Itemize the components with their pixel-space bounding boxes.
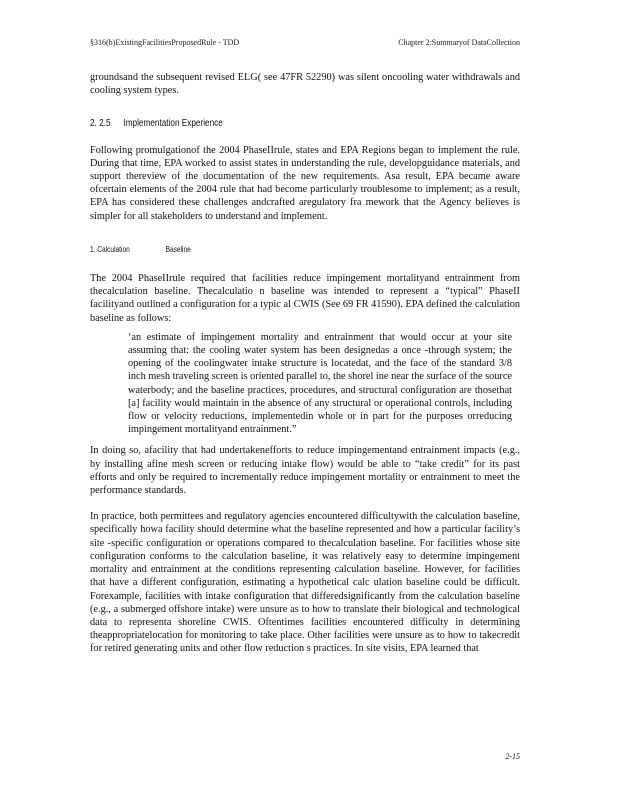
document-body (90, 71, 520, 656)
section-title: Implementation Experience (123, 118, 223, 130)
header-chapter-title: Chapter 2:Summaryof DataCollection (398, 38, 520, 47)
header-document-title: §316(b)ExistingFacilitiesProposedRule - TDD (90, 38, 240, 47)
subsection-title: Baseline (165, 244, 191, 254)
implementation-paragraph: Following promulgationof the 2004 PhaseIIrule, states and EPA Regions began to implement the rule. During that time, EPA worked to assist states in understanding the rule, developguidance materials, and support thereview of the documentation of the new requirements. Asa result, EPA became aware ofcertain elements of the 2004 rule that had become particularly troublesome to implement; as a result, EPA has considered these challenges andcrafted aregulatory fra mework that the Agency believes is simpler for all stakeholders to understand and implement. (90, 144, 520, 222)
continued-paragraph: groundsand the subsequent revised ELG( see 47FR 52290) was silent oncooling water withdrawals and cooling system types. (90, 72, 520, 97)
baseline-definition-quote: ‘an estimate of impingement mortality and entrainment that would occur at your site assuming that: the cooling water system has been designedas a once -through system; the opening of the coolingwater intake structure is locatedat, and the face of the standard 3/8 inch mesh traveling screen is oriented parallel to, the shorel ine near the surface of the source waterbody; and the baseline practices, procedures, and structural configuration are thosethat [a] facility would maintain in the absence of any structural or operational controls, including flow or velocity reductions, implementedin whole or in part for the purposes orreducing impingement mortalityand entrainment.” (128, 331, 512, 436)
section-number: 2. 2.5 (90, 118, 111, 130)
in-practice-paragraph: In practice, both permittees and regulatory agencies encountered difficultywith the calculation baseline, specifically howa facility should determine what the baseline represented and how a particular facility’s site -specific configuration or operations compared to thecalculation baseline. For facilities whose site configuration conforms to the calculation baseline, it was relatively easy to determine impingement mortality and entrainment at the conditions representing calculation baseline. However, for facilities that have a different configuration, estimating a hypothetical calc ulation baseline could be difficult. Forexample, facilities with intake configuration that differedsignificantly from the calculation baseline (e.g., a submerged offshore intake) were unsure as to how to translate their biological and technological data to representa shoreline CWIS. Oftentimes facilities encountered difficulty in determining theappropriatelocation for monitoring to take place. Other facilities were unsure as to how to takecredit for retired generating units and other flow reduction s practices. In site visits, EPA learned that (90, 511, 520, 655)
doing-so-paragraph: In doing so, afacility that had undertakenefforts to reduce impingementand entrainment impacts (e.g., by installing afine mesh screen or reducing intake flow) would be able to “take credit” for its past efforts and only be required to incrementally reduce impingement mortality or entrainment to meet the performance standards. (90, 445, 520, 497)
subsection-heading (90, 243, 443, 256)
baseline-paragraph: The 2004 PhaseIIrule required that facilities reduce impingement mortalityand entrainment from thecalculation baseline. Thecalculatio n baseline was intended to represent a “typical” PhaseII facilityand outlined a configuration for a typic al CWIS (See 69 FR 41590). EPA defined the calculation baseline as follows: (90, 273, 520, 324)
subsection-number: 1. Calculation (90, 244, 130, 254)
section-heading (90, 117, 443, 130)
page-number: 2-15 (505, 752, 520, 761)
